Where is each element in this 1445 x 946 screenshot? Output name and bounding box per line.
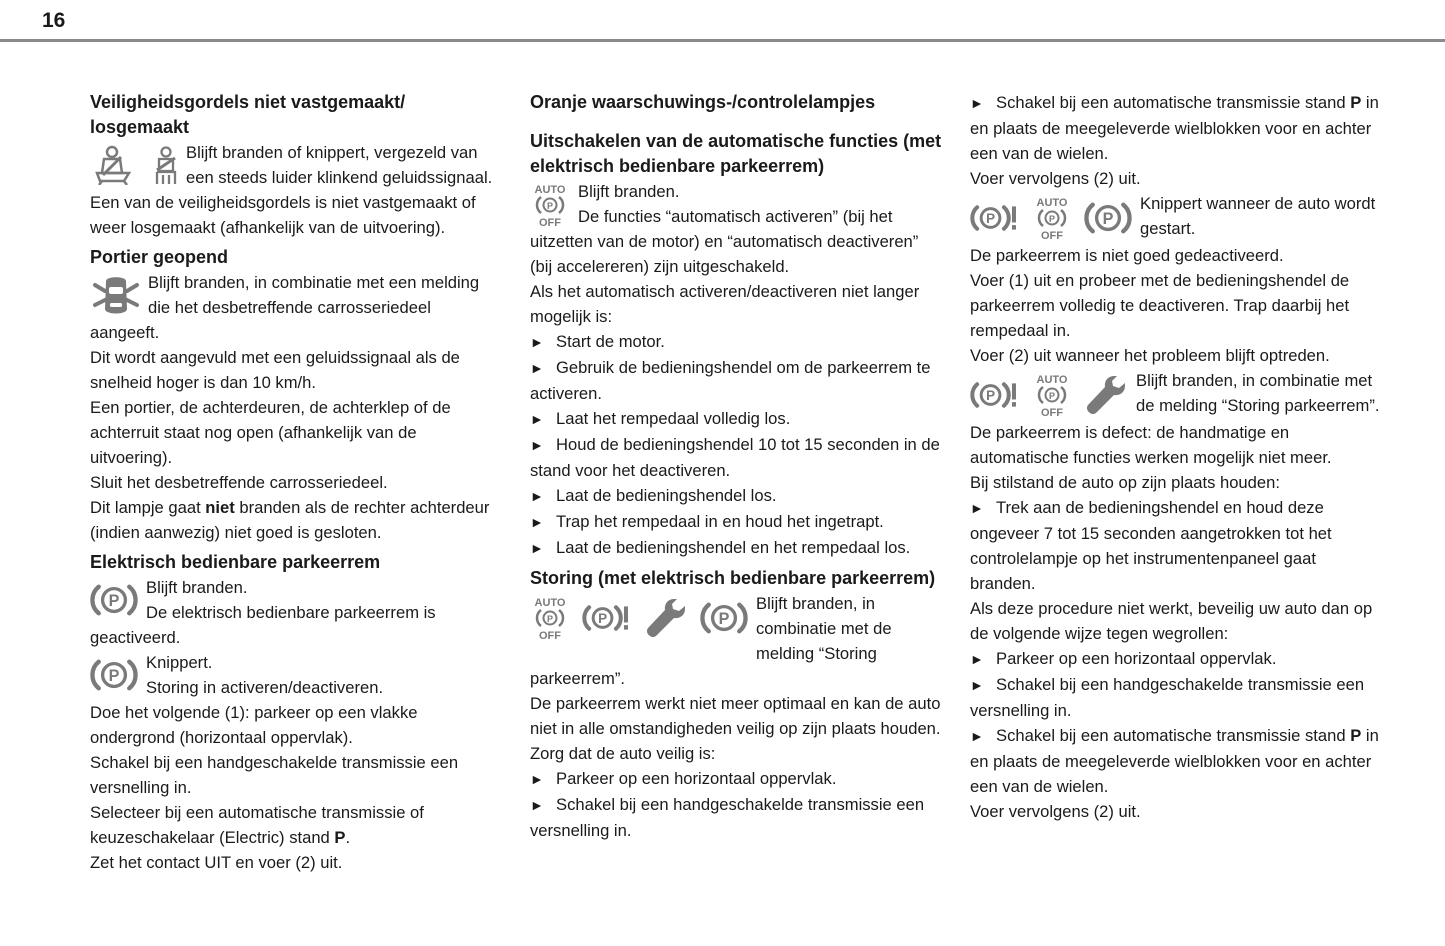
step-item: ► Parkeer op een horizontaal oppervlak. xyxy=(530,769,837,788)
auto-off-steps xyxy=(530,329,945,561)
seatbelt-body: Een van de veiligheidsgordels is niet vastgemaakt of weer losgemaakt (afhankelijk van de uitvoering). xyxy=(90,193,476,237)
fault-body-2: Zorg dat de auto veilig is: xyxy=(530,744,716,763)
parking-brake-icon xyxy=(700,599,748,637)
seatbelt-heading: Veiligheidsgordels niet vastgemaakt/ losgemaakt xyxy=(90,92,406,137)
parking-brake-icon xyxy=(90,656,138,694)
defect-block: Blijft branden, in combinatie met de melding “Storing parkeerrem”. xyxy=(970,368,1385,418)
auto-off-body-1: Als het automatisch activeren/deactiveren niet langer mogelijk is: xyxy=(530,282,920,326)
orange-lamps-heading: Oranje waarschuwings-/controlelampjes xyxy=(530,92,876,112)
step-item: ► Trek aan de bedieningshendel en houd deze ongeveer 7 tot 15 seconden aangetrokken tot het controlelampje op het instrumentenpaneel gaat branden. xyxy=(970,498,1332,593)
wrench-icon xyxy=(644,596,688,640)
parking-brake-icon xyxy=(90,581,138,619)
step-item: ► Start de motor. xyxy=(530,332,665,351)
auto-off-block: Blijft branden. De functies “automatisch activeren” (bij het uitzetten van de motor) en “automatisch deactiveren” (bij accelereren) zijn uitgeschakeld. xyxy=(530,182,919,276)
fault-heading: Storing (met elektrisch bedienbare parkeerrem) xyxy=(530,568,936,588)
seatbelt-front-icon xyxy=(94,145,132,185)
fault-block: Blijft branden, in combinatie met de melding “Storing parkeerrem”. xyxy=(530,594,892,688)
seatbelt-icon-text: Blijft branden of knippert, vergezeld van een steeds luider klinkend geluidssignaal. xyxy=(186,143,493,187)
door-warning-block xyxy=(90,270,502,345)
auto-off-parking-icon xyxy=(530,595,570,641)
epb-body-1: Doe het volgende (1): parkeer op een vlakke ondergrond (horizontaal oppervlak). xyxy=(90,703,418,747)
wrench-icon xyxy=(1084,373,1128,417)
then-step: Voer vervolgens (2) uit. xyxy=(970,169,1141,188)
door-open-car-icon xyxy=(92,273,140,317)
blink-block: Knippert wanneer de auto wordt gestart. xyxy=(970,191,1385,241)
column-1 xyxy=(90,90,502,875)
step-item: ► Laat het rempedaal volledig los. xyxy=(530,409,791,428)
epb-body-4: Zet het contact UIT en voer (2) uit. xyxy=(90,853,343,872)
door-body-1: Dit wordt aangevuld met een geluidssignaal als de snelheid hoger is dan 10 km/h. xyxy=(90,348,460,392)
door-body-4: Dit lampje gaat niet branden als de rechter achterdeur (indien aanwezig) niet goed is gesloten. xyxy=(90,498,490,542)
door-body-3: Sluit het desbetreffende carrosseriedeel. xyxy=(90,473,388,492)
step-item: ► Schakel bij een handgeschakelde transmissie een versnelling in. xyxy=(530,795,925,840)
door-body-2: Een portier, de achterdeuren, de achterklep of de achterruit staat nog open (afhankelijk van de uitvoering). xyxy=(90,398,451,467)
epb-body-3: Selecteer bij een automatische transmissie of keuzeschakelaar (Electric) stand P. xyxy=(90,803,424,847)
parking-brake-fault-icon xyxy=(582,600,632,636)
step-item: ► Schakel bij een handgeschakelde transmissie een versnelling in. xyxy=(970,675,1365,720)
auto-off-parking-icon xyxy=(530,182,570,228)
column-3: ► Schakel bij een automatische transmissie stand P in en plaats de meegeleverde wielblokken voor en achter een van de wielen. Voer vervolgens (2) uit. Knippert wanneer de auto wordt gestart. De parkeerrem is niet goed gedeactiveerd. Voer (1) uit en probeer met de bedieningshendel de parkeerrem volledig te deactiveren. Trap daarbij het rempedaal in. Voer (2) uit wanneer het probleem blijft optreden. Blijft branden, in combinatie met de melding “Storing parkeerrem”. De parkeerrem is defect: de handmatige en automatische functies werken mogelijk niet meer. Bij stilstand de auto op zijn plaats houden: ► Trek aan de bedieningshendel en houd deze ongeveer 7 tot 15 seconden aangetrokken tot het controlelampje op het instrumentenpaneel gaat branden. Als deze procedure niet werkt, beveilig uw auto dan op de volgende wijze tegen wegrollen: ► Parkeer op een horizontaal oppervlak. ► Schakel bij een handgeschakelde transmissie een versnelling in. ► Schakel bij een automatische transmissie stand P in en plaats de meegeleverde wielblokken voor en achter een van de wielen. Voer vervolgens (2) uit. xyxy=(970,90,1385,824)
column-2 xyxy=(530,90,945,843)
epb-heading: Elektrisch bedienbare parkeerrem xyxy=(90,552,381,572)
step-item: ► Parkeer op een horizontaal oppervlak. xyxy=(970,649,1277,668)
epb-body-2: Schakel bij een handgeschakelde transmissie een versnelling in. xyxy=(90,753,459,797)
auto-off-parking-icon xyxy=(1032,372,1072,418)
parking-brake-fault-icon xyxy=(970,377,1020,413)
step-item: ► Gebruik de bedieningshendel om de parkeerrem te activeren. xyxy=(530,358,931,403)
seatbelt-rear-icon xyxy=(154,145,178,185)
auto-off-parking-icon xyxy=(1032,195,1072,241)
emphasis-niet: niet xyxy=(205,498,235,517)
door-heading: Portier geopend xyxy=(90,247,229,267)
step-item: ► Schakel bij een automatische transmissie stand P in en plaats de meegeleverde wielblokken voor en achter een van de wielen. xyxy=(970,726,1379,796)
step-item: ► Trap het rempedaal in en houd het ingetrapt. xyxy=(530,512,884,531)
seatbelt-warning-block xyxy=(90,140,502,190)
step-item: ► Laat de bedieningshendel los. xyxy=(530,486,777,505)
epb-blink-block: Knippert. Storing in activeren/deactiveren. xyxy=(90,650,502,700)
auto-off-heading: Uitschakelen van de automatische functies (met elektrisch bedienbare parkeerrem) xyxy=(530,131,942,176)
step-item: ► Houd de bedieningshendel 10 tot 15 seconden in de stand voor het deactiveren. xyxy=(530,435,940,480)
parking-brake-icon xyxy=(1084,199,1132,237)
step-item: ► Schakel bij een automatische transmissie stand P in en plaats de meegeleverde wielblokken voor en achter een van de wielen. xyxy=(970,93,1379,163)
fault-body-1: De parkeerrem werkt niet meer optimaal en kan de auto niet in alle omstandigheden veilig op zijn plaats houden. xyxy=(530,694,941,738)
parking-brake-fault-icon xyxy=(970,200,1020,236)
epb-on-block: Blijft branden. De elektrisch bedienbare parkeerrem is geactiveerd. xyxy=(90,578,436,647)
step-item: ► Laat de bedieningshendel en het rempedaal los. xyxy=(530,538,911,557)
header-divider xyxy=(0,39,1445,42)
door-icon-text: Blijft branden, in combinatie met een melding die het desbetreffende carrosseriedeel aangeeft. xyxy=(90,273,480,342)
page-number: 16 xyxy=(42,9,66,32)
